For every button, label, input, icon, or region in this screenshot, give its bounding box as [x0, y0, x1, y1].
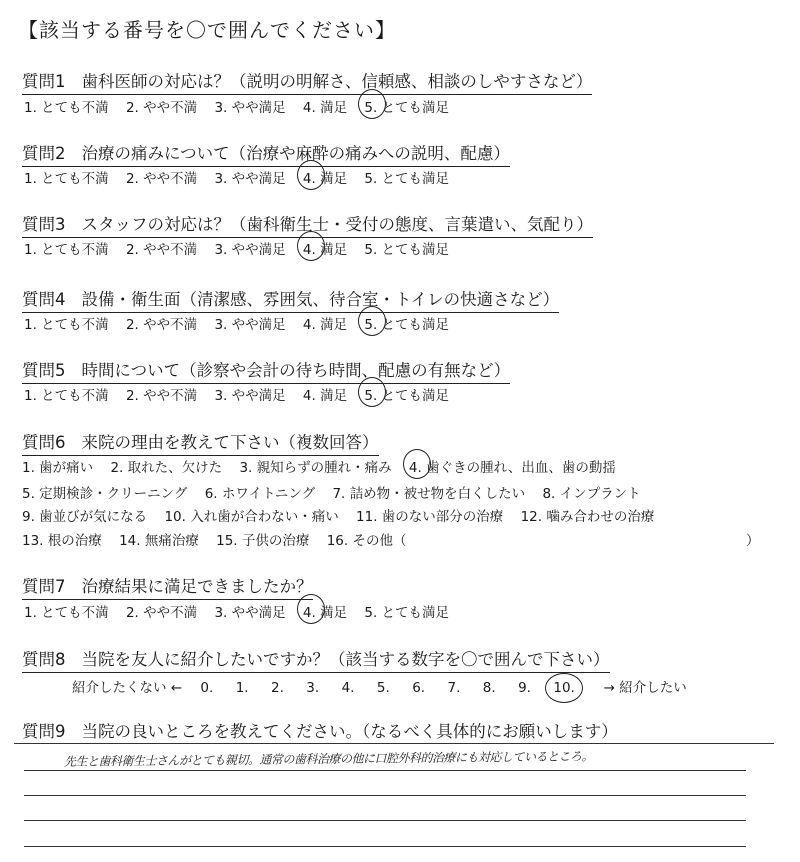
q6-option-4[interactable] [409, 456, 616, 476]
q1-option-5-label: 5. とても満足 [364, 100, 450, 116]
q5-option-5-label: 5. とても満足 [364, 388, 450, 404]
q5-title [22, 357, 510, 384]
q9-title [22, 718, 618, 744]
q5-option-1[interactable]: 1. とても不満 [24, 388, 109, 404]
q5-options [24, 384, 462, 404]
selection-circle [297, 231, 325, 261]
q4-number: 質問4 [22, 290, 66, 309]
q8-option-10-label: 10. [553, 680, 575, 696]
q6-option-14[interactable]: 14. 無痛治療 [119, 533, 199, 549]
answer-line [24, 846, 746, 847]
q3-option-4[interactable] [303, 238, 347, 258]
q6-option-8[interactable]: 8. インプラント [542, 486, 641, 502]
q6-option-6[interactable]: 6. ホワイトニング [204, 486, 316, 502]
q4-options [24, 313, 462, 333]
q4-option-4[interactable]: 4. 満足 [302, 317, 348, 333]
q6-option-3[interactable]: 3. 親知らずの腫れ・痛み [239, 460, 392, 476]
q3-options [24, 238, 462, 258]
q6-option-15[interactable]: 15. 子供の治療 [216, 533, 310, 549]
selection-circle [297, 160, 325, 190]
selection-circle [403, 449, 431, 479]
q5-option-4[interactable]: 4. 満足 [302, 388, 348, 404]
form-header: 【該当する番号を〇で囲んでください】 [18, 18, 396, 42]
q9-text: 当院の良いところを教えてください。（なるべく具体的にお願いします） [81, 722, 618, 741]
q6-option-13[interactable]: 13. 根の治療 [22, 533, 102, 549]
q9-handwritten-answer: 先生と歯科衛生士さんがとても親切。通常の歯科治療の他に口腔外科的治療にも対応しているところ。 [63, 749, 594, 769]
q1-option-4[interactable]: 4. 満足 [302, 100, 348, 116]
q8-option-8[interactable]: 8. [482, 680, 496, 696]
q7-title [22, 573, 313, 600]
q6-option-11[interactable]: 11. 歯のない部分の治療 [356, 509, 504, 525]
q3-option-1[interactable]: 1. とても不満 [24, 242, 109, 258]
q6-text: 来院の理由を教えて下さい（複数回答） [81, 433, 379, 452]
q8-low-label: 紹介したくない ← [72, 680, 183, 696]
q4-option-5-label: 5. とても満足 [364, 317, 450, 333]
q6-option-4-label: 4. 歯ぐきの腫れ、出血、歯の動揺 [408, 460, 616, 476]
q8-option-2[interactable]: 2. [271, 680, 284, 696]
q7-option-4[interactable] [303, 601, 347, 621]
q5-option-5[interactable] [364, 384, 449, 404]
answer-line [14, 743, 774, 744]
q5-option-3[interactable]: 3. やや満足 [214, 388, 286, 404]
q6-option-16[interactable]: 16. その他（ [326, 533, 407, 549]
q1-text: 歯科医師の対応は？（説明の明解さ、信頼感、相談のしやすさなど） [81, 72, 593, 91]
q8-option-4[interactable]: 4. [341, 680, 355, 696]
q8-option-0[interactable]: 0. [200, 680, 214, 696]
q7-options [24, 601, 462, 621]
answer-line [24, 770, 746, 771]
q4-option-5[interactable] [364, 313, 449, 333]
q8-option-10[interactable] [553, 680, 595, 696]
q6-title [22, 429, 379, 456]
q7-option-4-label: 4. 満足 [302, 605, 348, 621]
q8-option-3[interactable]: 3. [306, 680, 320, 696]
q6-option-2[interactable]: 2. 取れた、欠けた [110, 460, 223, 476]
q1-title [22, 68, 592, 95]
q3-option-2[interactable]: 2. やや不満 [125, 242, 198, 258]
q6-option-5[interactable]: 5. 定期検診・クリーニング [22, 486, 188, 502]
q2-option-4[interactable] [303, 167, 347, 187]
q8-title [22, 646, 610, 673]
q1-option-3[interactable]: 3. やや満足 [214, 100, 286, 116]
q8-scale [72, 676, 687, 696]
q7-option-1[interactable]: 1. とても不満 [24, 605, 109, 621]
q8-high-label: → 紹介したい [603, 680, 687, 696]
q7-option-5[interactable]: 5. とても満足 [364, 605, 450, 621]
q2-option-1[interactable]: 1. とても不満 [24, 171, 109, 187]
q8-option-5[interactable]: 5. [376, 680, 390, 696]
q2-text: 治療の痛みについて（治療や麻酔の痛みへの説明、配慮） [81, 144, 510, 163]
q4-title [22, 286, 559, 313]
q3-option-4-label: 4. 満足 [302, 242, 348, 258]
q1-options [24, 96, 462, 116]
q2-option-2[interactable]: 2. やや不満 [125, 171, 198, 187]
q6-row-3 [22, 505, 667, 525]
q1-option-1[interactable]: 1. とても不満 [24, 100, 109, 116]
q8-option-7[interactable]: 7. [447, 680, 461, 696]
q3-option-3[interactable]: 3. やや満足 [214, 242, 286, 258]
q1-option-2[interactable]: 2. やや不満 [125, 100, 198, 116]
q6-row-1 [22, 456, 629, 476]
q4-option-1[interactable]: 1. とても不満 [24, 317, 109, 333]
q4-option-3[interactable]: 3. やや満足 [214, 317, 286, 333]
answer-line [24, 820, 746, 821]
q5-number: 質問5 [22, 361, 66, 380]
q8-option-6[interactable]: 6. [412, 680, 426, 696]
q4-text: 設備・衛生面（清潔感、雰囲気、待合室・トイレの快適さなど） [81, 290, 560, 309]
q8-option-1[interactable]: 1. [235, 680, 249, 696]
q6-row-2 [22, 482, 654, 502]
selection-circle [297, 594, 325, 624]
selection-circle [545, 673, 583, 703]
q2-option-4-label: 4. 満足 [302, 171, 348, 187]
q4-option-2[interactable]: 2. やや不満 [125, 317, 198, 333]
q2-option-3[interactable]: 3. やや満足 [214, 171, 286, 187]
q7-option-3[interactable]: 3. やや満足 [214, 605, 286, 621]
q3-number: 質問3 [22, 215, 66, 234]
q6-option-12[interactable]: 12. 噛み合わせの治療 [520, 509, 655, 525]
q5-option-2[interactable]: 2. やや不満 [125, 388, 198, 404]
q1-number: 質問1 [22, 72, 66, 91]
q6-other-close: ） [746, 533, 760, 549]
q2-title [22, 140, 510, 167]
q9-number: 質問9 [22, 722, 66, 741]
q7-text: 治療結果に満足できましたか？ [81, 577, 313, 596]
q7-number: 質問7 [22, 577, 66, 596]
q8-option-9[interactable]: 9. [518, 680, 531, 696]
q8-number: 質問8 [22, 650, 66, 669]
q1-option-5[interactable] [364, 96, 449, 116]
q5-text: 時間について（診察や会計の待ち時間、配慮の有無など） [81, 361, 511, 380]
answer-line [24, 795, 746, 796]
q3-option-5[interactable]: 5. とても満足 [364, 242, 450, 258]
q3-text: スタッフの対応は？（歯科衛生士・受付の態度、言葉遣い、気配り） [81, 215, 593, 234]
q2-number: 質問2 [22, 144, 66, 163]
q7-option-2[interactable]: 2. やや不満 [125, 605, 198, 621]
q2-option-5[interactable]: 5. とても満足 [364, 171, 450, 187]
q6-option-1[interactable]: 1. 歯が痛い [22, 460, 94, 476]
q2-options [24, 167, 462, 187]
q6-option-10[interactable]: 10. 入れ歯が合わない・痛い [164, 509, 339, 525]
q6-option-7[interactable]: 7. 詰め物・被せ物を白くしたい [332, 486, 526, 502]
q6-row-4 [22, 529, 419, 549]
q6-option-9[interactable]: 9. 歯並びが気になる [22, 509, 148, 525]
q8-text: 当院を友人に紹介したいですか？（該当する数字を〇で囲んで下さい） [81, 650, 610, 669]
q6-number: 質問6 [22, 433, 66, 452]
